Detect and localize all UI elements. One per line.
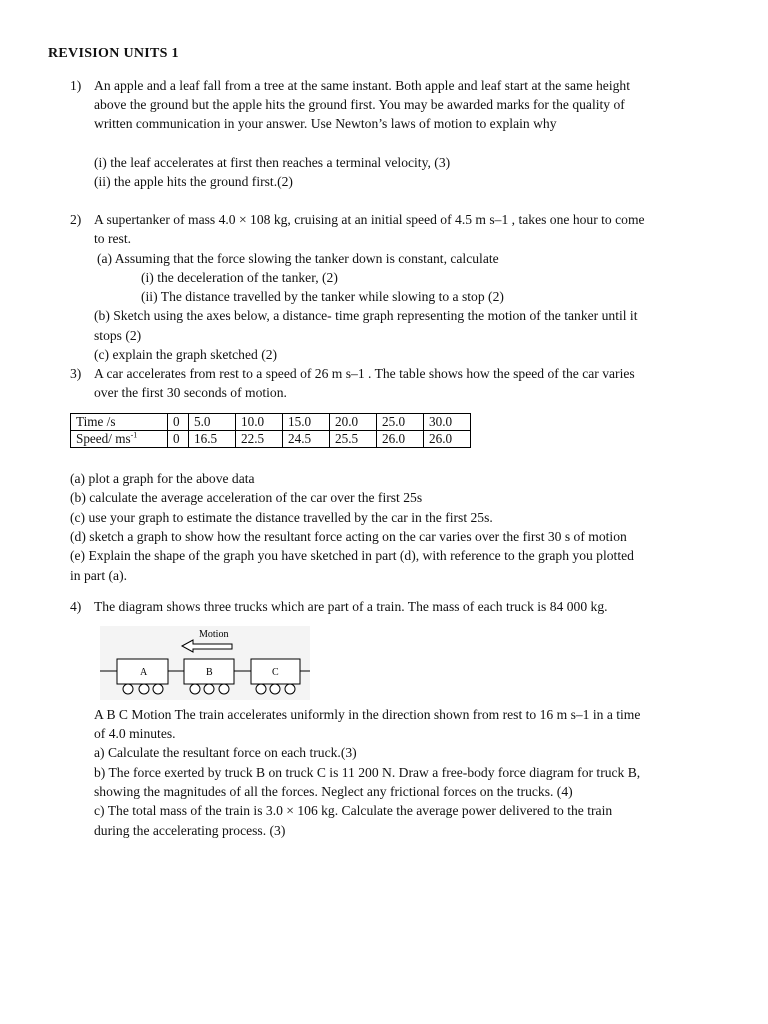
wheel <box>139 684 149 694</box>
q4-part-a: a) Calculate the resultant force on each truck.(3) <box>94 745 357 760</box>
q3-part-d: (d) sketch a graph to show how the resultant force acting on the car varies over the first 30 s of motion <box>70 529 627 544</box>
wheel <box>153 684 163 694</box>
table-cell: 25.0 <box>377 414 424 431</box>
q1-text-line: An apple and a leaf fall from a tree at the same instant. Both apple and leaf start at the same height <box>94 78 630 93</box>
train-trucks-diagram <box>100 626 310 700</box>
wheel <box>190 684 200 694</box>
q4-diagram-caption: A B C Motion The train accelerates uniformly in the direction shown from rest to 16 m s–1 in a time <box>94 707 641 722</box>
page-title: REVISION UNITS 1 <box>48 46 179 61</box>
table-cell: 16.5 <box>189 431 236 448</box>
q3-part-e: (e) Explain the shape of the graph you have sketched in part (d), with reference to the graph you plotted <box>70 548 634 563</box>
table-cell: 30.0 <box>424 414 471 431</box>
q1-number: 1) <box>70 78 82 93</box>
table-row <box>71 431 471 448</box>
q1-text-line: written communication in your answer. Use Newton’s laws of motion to explain why <box>94 116 557 131</box>
truck-a-label: A <box>140 667 148 678</box>
truck-c-label: C <box>272 667 279 678</box>
q3-text-line: A car accelerates from rest to a speed of 26 m s–1 . The table shows how the speed of the car varies <box>94 366 635 381</box>
table-cell: 24.5 <box>283 431 330 448</box>
q1-part-ii: (ii) the apple hits the ground first.(2) <box>94 174 293 189</box>
q4-text-line: The diagram shows three trucks which are part of a train. The mass of each truck is 84 000 kg. <box>94 599 608 614</box>
table-header-time: Time /s <box>71 414 168 431</box>
q2-part-a-i: (i) the deceleration of the tanker, (2) <box>141 270 338 285</box>
table-row <box>71 414 471 431</box>
wheel <box>256 684 266 694</box>
q3-part-a: (a) plot a graph for the above data <box>70 471 255 486</box>
table-cell: 10.0 <box>236 414 283 431</box>
q2-text-line: A supertanker of mass 4.0 × 108 kg, cruising at an initial speed of 4.5 m s–1 , takes one hour to come <box>94 212 645 227</box>
truck-b-label: B <box>206 667 213 678</box>
table-cell: 15.0 <box>283 414 330 431</box>
q2-part-c: (c) explain the graph sketched (2) <box>94 347 278 362</box>
q3-part-c: (c) use your graph to estimate the distance travelled by the car in the first 25s. <box>70 510 493 525</box>
q2-part-b-cont: stops (2) <box>94 328 142 343</box>
q3-part-e-cont: in part (a). <box>70 568 127 583</box>
table-cell: 20.0 <box>330 414 377 431</box>
wheel <box>219 684 229 694</box>
q2-part-b: (b) Sketch using the axes below, a distance- time graph representing the motion of the tanker until it <box>94 308 638 323</box>
q4-part-c-cont: during the accelerating process. (3) <box>94 823 286 838</box>
wheel <box>204 684 214 694</box>
q4-part-b-cont: showing the magnitudes of all the forces. Neglect any frictional forces on the trucks. (4) <box>94 784 573 799</box>
wheel <box>270 684 280 694</box>
table-cell: 0 <box>168 431 189 448</box>
q2-part-a-ii: (ii) The distance travelled by the tanker while slowing to a stop (2) <box>141 289 504 304</box>
wheel <box>123 684 133 694</box>
table-cell: 0 <box>168 414 189 431</box>
wheel <box>285 684 295 694</box>
q1-part-i: (i) the leaf accelerates at first then reaches a terminal velocity, (3) <box>94 155 451 170</box>
q2-part-a: (a) Assuming that the force slowing the tanker down is constant, calculate <box>97 251 499 266</box>
speed-time-table <box>70 413 471 448</box>
speed-unit-sup: -1 <box>130 430 138 440</box>
q1-text-line: above the ground but the apple hits the ground first. You may be awarded marks for the quality of <box>94 97 625 112</box>
q4-number: 4) <box>70 599 82 614</box>
q4-part-c: c) The total mass of the train is 3.0 × 106 kg. Calculate the average power delivered to the train <box>94 803 613 818</box>
motion-label: Motion <box>199 629 229 640</box>
q3-number: 3) <box>70 366 82 381</box>
q2-text-line: to rest. <box>94 231 131 246</box>
table-cell: 22.5 <box>236 431 283 448</box>
table-header-speed <box>71 431 168 448</box>
table-cell: 26.0 <box>377 431 424 448</box>
q3-text-line: over the first 30 seconds of motion. <box>94 385 287 400</box>
q4-diagram-caption-cont: of 4.0 minutes. <box>94 726 176 741</box>
table-cell: 26.0 <box>424 431 471 448</box>
q4-part-b: b) The force exerted by truck B on truck C is 11 200 N. Draw a free-body force diagram for truck B, <box>94 765 641 780</box>
q3-part-b: (b) calculate the average acceleration of the car over the first 25s <box>70 490 423 505</box>
table-cell: 5.0 <box>189 414 236 431</box>
q2-number: 2) <box>70 212 82 227</box>
table-cell: 25.5 <box>330 431 377 448</box>
speed-label: Speed/ ms <box>76 431 131 446</box>
